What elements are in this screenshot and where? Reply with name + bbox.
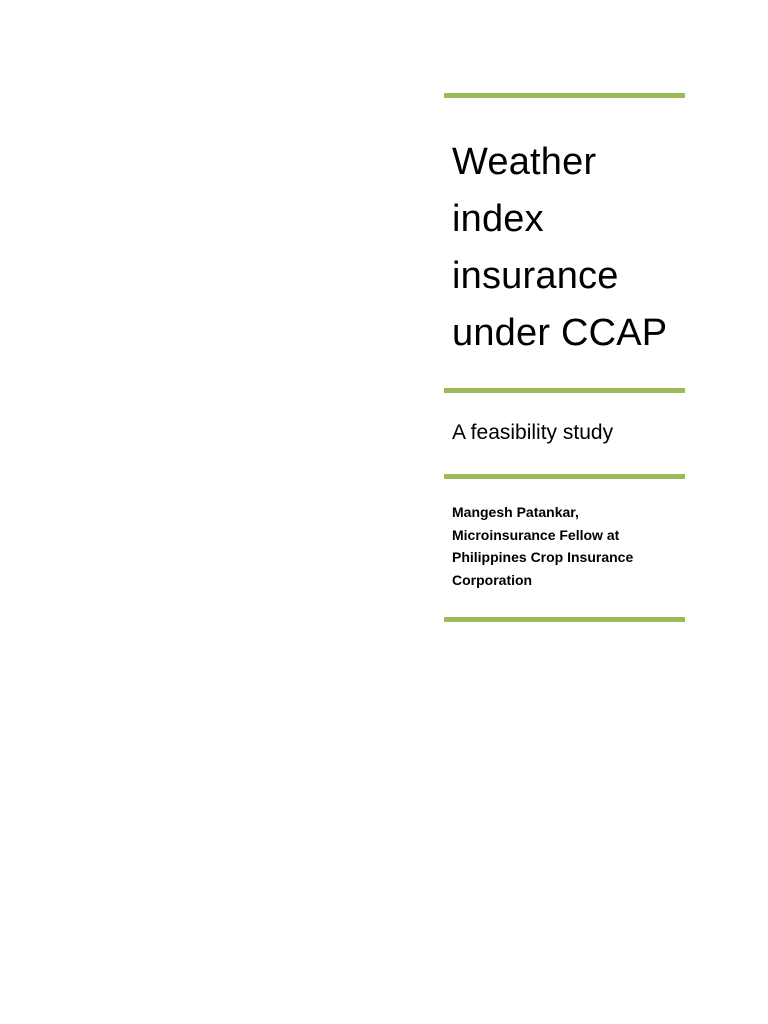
author-affiliation: Mangesh Patankar, Microinsurance Fellow at Philippines Crop Insurance Corporation <box>452 504 634 588</box>
title-divider-rule <box>444 388 685 393</box>
cover-title-block <box>444 93 685 622</box>
document-title: Weather index insurance under CCAP <box>452 141 668 354</box>
bottom-divider-rule <box>444 617 685 622</box>
subtitle-divider-rule <box>444 474 685 479</box>
top-divider-rule <box>444 93 685 98</box>
document-subtitle: A feasibility study <box>452 421 614 444</box>
